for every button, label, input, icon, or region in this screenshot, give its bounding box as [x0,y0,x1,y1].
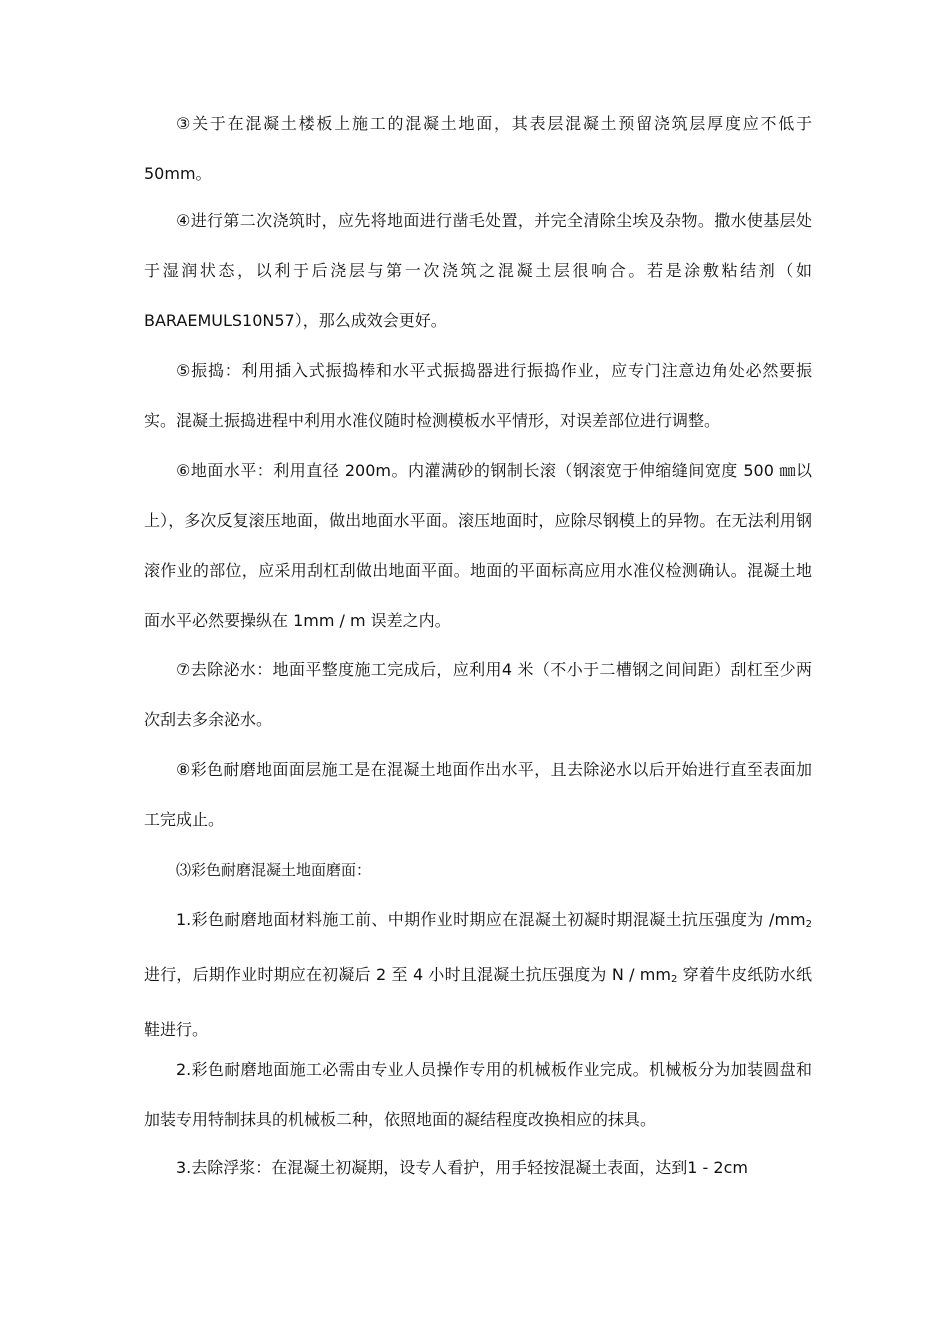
paragraph-4: ④进行第二次浇筑时，应先将地面进行凿毛处置，并完全清除尘埃及杂物。撒水使基层处于湿润状态，以利于后浇层与第一次浇筑之混凝土层很响合。若是涂敷粘结剂（如BARAEMULS10N57），那么成效会更好。 [144,211,812,330]
paragraph-3: ③关于在混凝土楼板上施工的混凝土地面，其表层混凝土预留浇筑层厚度应不低于50mm。 [144,114,812,183]
item-1 [144,895,812,1055]
section-heading: ⑶彩色耐磨混凝土地面磨面： [176,861,372,879]
paragraph-8: ⑧彩色耐磨地面面层施工是在混凝土地面作出水平，且去除泌水以后开始进行直至表面加工完成止。 [144,760,812,829]
item-1-text-b: mm [774,910,806,929]
paragraph-6: ⑥地面水平：利用直径 200m。内灌满砂的钢制长滚（钢滚宽于伸缩缝间宽度 500 ㎜以上），多次反复滚压地面，做出地面水平面。滚压地面时，应除尽钢模上的异物。在无法利用钢滚作业的部位，应采用刮杠刮做出地面平面。地面的平面标高应用水准仪检测确认。混凝土地面水平必然要操纵在 1mm / m 误差之内。 [144,461,812,630]
item-1-text-d: 穿着牛皮纸防水纸鞋进行。 [144,965,812,1039]
item-1-subscript-b: 2 [670,974,678,985]
item-3: 3.去除浮浆：在混凝土初凝期，设专人看护，用手轻按混凝土表面，达到1 - 2cm [176,1158,748,1177]
item-1-text-c: 进行，后期作业时期应在初凝后 2 至 4 小时且混凝土抗压强度为 N / mm [144,965,671,984]
item-1-text-a: 1.彩色耐磨地面材料施工前、中期作业时期应在混凝土初凝时期混凝土抗压强度为 / [176,910,775,929]
item-1-subscript-a: 2 [805,919,812,930]
item-2: 2.彩色耐磨地面施工必需由专业人员操作专用的机械板作业完成。机械板分为加装圆盘和加装专用特制抹具的机械板二种，依照地面的凝结程度改换相应的抹具。 [144,1060,812,1129]
paragraph-7: ⑦去除泌水：地面平整度施工完成后，应利用4 米（不小于二槽钢之间间距）刮杠至少两次刮去多余泌水。 [144,660,812,729]
paragraph-5: ⑤振捣：利用插入式振捣棒和水平式振捣器进行振捣作业，应专门注意边角处必然要振实。混凝土振捣进程中利用水准仪随时检测模板水平情形，对误差部位进行调整。 [144,361,812,430]
